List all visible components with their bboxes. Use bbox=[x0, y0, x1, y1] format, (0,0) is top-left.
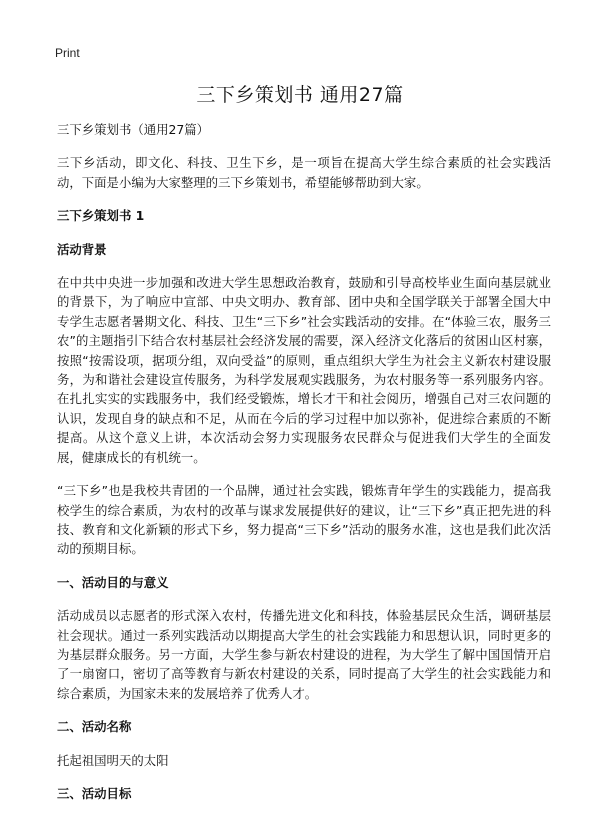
background-paragraph-1: 在中共中央进一步加强和改进大学生思想政治教育，鼓励和引导高校毕业生面向基层就业的背景下，为了响应中宣部、中央文明办、教育部、团中央和全国学联关于部署全国大中专学生志愿者暑期文化、科技、卫生“三下乡”社会实践活动的安排。在“体验三农，服务三农”的主题指引下结合农村基层社会经济发展的需要，深入经济文化落后的贫困山区村寨，按照“按需设项，据项分组，双向受益”的原则，重点组织大学生为社会主义新农村建设服务，为和谐社会建设宣传服务，为科学发展观实践服务，为农村服务等一系列服务内容。在扎扎实实的实践服务中，我们经受锻炼，增长才干和社会阅历，增强自己对三农问题的认识，发现自身的缺点和不足，从而在今后的学习过程中加以弥补，促进综合素质的不断提高。从这个意义上讲，本次活动会努力实现服务农民群众与促进我们大学生的全面发展，健康成长的有机统一。 bbox=[57, 275, 551, 465]
intro-paragraph: 三下乡活动，即文化、科技、卫生下乡，是一项旨在提高大学生综合素质的社会实践活动，下面是小编为大家整理的三下乡策划书，希望能够帮助到大家。 bbox=[57, 155, 551, 190]
document-body bbox=[57, 120, 551, 817]
print-link[interactable]: Print bbox=[55, 46, 80, 60]
purpose-paragraph: 活动成员以志愿者的形式深入农村，传播先进文化和科技，体验基层民众生活，调研基层社会现状。通过一系列实践活动以期提高大学生的社会实践能力和思想认识，同时更多的为基层群众服务。另一方面，大学生参与新农村建设的进程，为大学生了解中国国情开启了一扇窗口，密切了高等教育与新农村建设的关系，同时提高了大学生的社会实践能力和综合素质，为国家未来的发展培养了优秀人才。 bbox=[57, 608, 551, 701]
purpose-heading: 一、活动目的与意义 bbox=[57, 574, 169, 590]
section-title: 三下乡策划书 1 bbox=[57, 208, 145, 224]
background-heading: 活动背景 bbox=[57, 241, 107, 257]
activity-name-paragraph: 托起祖国明天的太阳 bbox=[57, 752, 169, 768]
page-title: 三下乡策划书 通用27篇 bbox=[196, 84, 404, 106]
activity-name-heading: 二、活动名称 bbox=[57, 719, 132, 735]
background-paragraph-2: “三下乡”也是我校共青团的一个品牌，通过社会实践，锻炼青年学生的实践能力，提高我校学生的综合素质，为农村的改革与谋求发展提供好的建议，让“三下乡”真正把先进的科技、教育和文化新颖的形式下乡，努力提高“三下乡”活动的服务水准，这也是我们此次活动的预期目标。 bbox=[57, 483, 551, 557]
activity-goal-heading: 三、活动目标 bbox=[57, 785, 132, 801]
subtitle: 三下乡策划书（通用27篇） bbox=[57, 122, 210, 137]
